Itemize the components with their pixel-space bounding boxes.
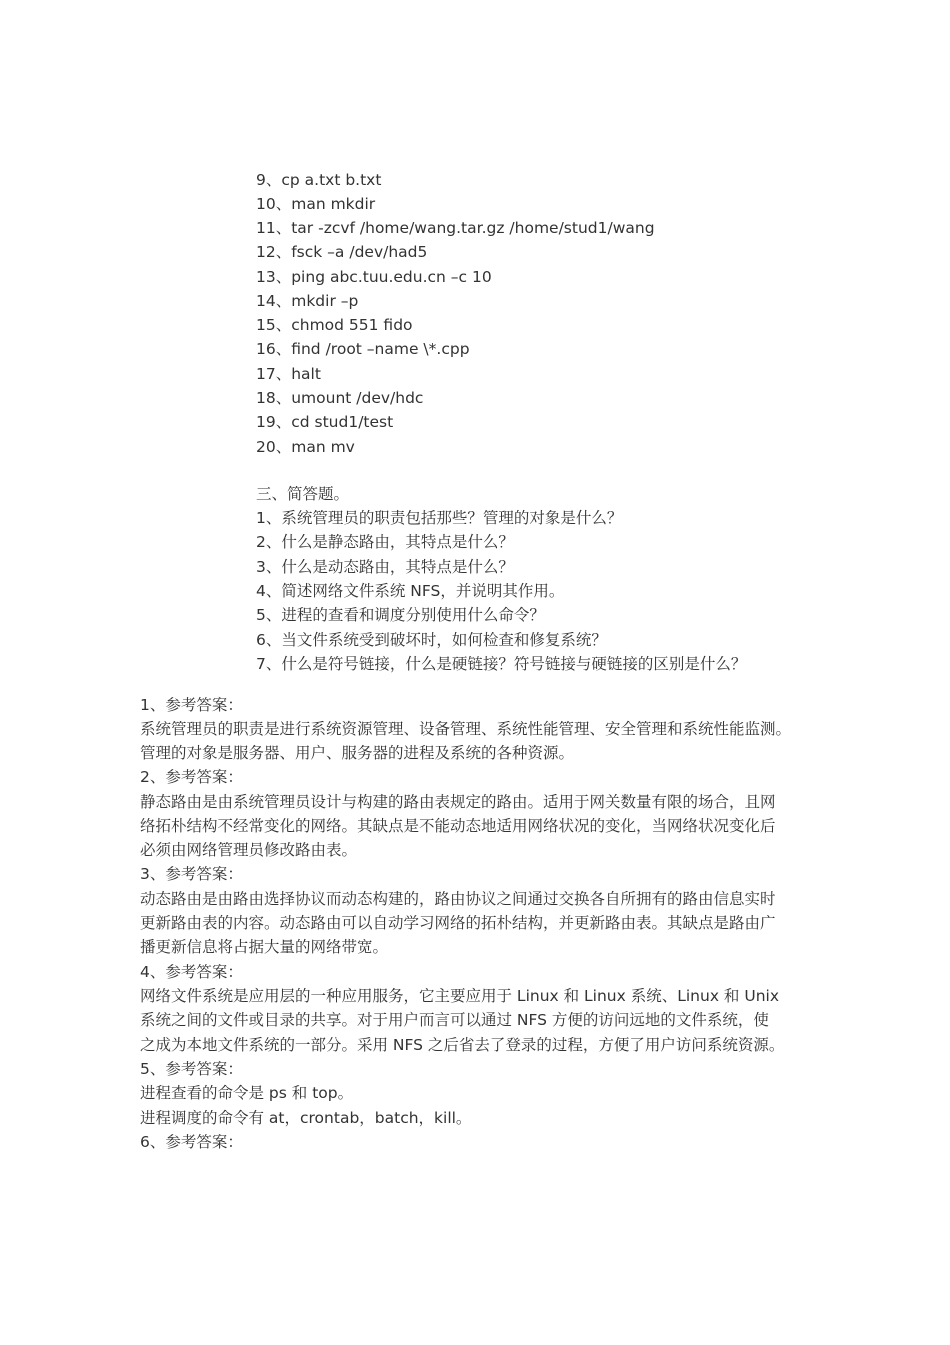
answer-label: 4、参考答案： bbox=[140, 963, 243, 981]
question-item: 4、简述网络文件系统 NFS，并说明其作用。 bbox=[256, 582, 565, 600]
answer-label: 1、参考答案： bbox=[140, 696, 243, 714]
command-item: 11、tar -zcvf /home/wang.tar.gz /home/stud1/wang bbox=[256, 219, 655, 237]
command-item: 9、cp a.txt b.txt bbox=[256, 171, 382, 189]
answer-text: 动态路由是由路由选择协议而动态构建的，路由协议之间通过交换各自所拥有的路由信息实时 bbox=[140, 890, 776, 908]
answer-text: 之成为本地文件系统的一部分。采用 NFS 之后省去了登录的过程，方便了用户访问系统资源。 bbox=[140, 1036, 785, 1054]
command-item: 19、cd stud1/test bbox=[256, 413, 394, 431]
answer-text: 静态路由是由系统管理员设计与构建的路由表规定的路由。适用于网关数量有限的场合，且网 bbox=[140, 793, 776, 811]
command-item: 12、fsck –a /dev/had5 bbox=[256, 243, 428, 261]
command-item: 20、man mv bbox=[256, 438, 355, 456]
answer-text: 管理的对象是服务器、用户、服务器的进程及系统的各种资源。 bbox=[140, 744, 575, 762]
question-item: 6、当文件系统受到破坏时，如何检查和修复系统？ bbox=[256, 631, 607, 649]
answer-text: 系统之间的文件或目录的共享。对于用户而言可以通过 NFS 方便的访问远地的文件系统，使 bbox=[140, 1011, 769, 1029]
answer-label: 6、参考答案： bbox=[140, 1133, 243, 1151]
command-item: 14、mkdir –p bbox=[256, 292, 359, 310]
question-item: 1、系统管理员的职责包括那些？管理的对象是什么？ bbox=[256, 509, 623, 527]
answer-text: 络拓朴结构不经常变化的网络。其缺点是不能动态地适用网络状况的变化，当网络状况变化后 bbox=[140, 817, 776, 835]
command-item: 15、chmod 551 fido bbox=[256, 316, 413, 334]
command-item: 18、umount /dev/hdc bbox=[256, 389, 424, 407]
answer-label: 3、参考答案： bbox=[140, 865, 243, 883]
question-item: 5、进程的查看和调度分别使用什么命令？ bbox=[256, 606, 545, 624]
answer-text: 系统管理员的职责是进行系统资源管理、设备管理、系统性能管理、安全管理和系统性能监测。 bbox=[140, 720, 792, 738]
answer-text: 播更新信息将占据大量的网络带宽。 bbox=[140, 938, 389, 956]
question-item: 7、什么是符号链接，什么是硬链接？符号链接与硬链接的区别是什么？ bbox=[256, 655, 747, 673]
answer-text: 更新路由表的内容。动态路由可以自动学习网络的拓朴结构，并更新路由表。其缺点是路由广 bbox=[140, 914, 776, 932]
command-item: 17、halt bbox=[256, 365, 321, 383]
answer-label: 5、参考答案： bbox=[140, 1060, 243, 1078]
answer-text: 进程调度的命令有 at，crontab，batch，kill。 bbox=[140, 1109, 472, 1127]
answer-text: 进程查看的命令是 ps 和 top。 bbox=[140, 1084, 354, 1102]
command-item: 13、ping abc.tuu.edu.cn –c 10 bbox=[256, 268, 492, 286]
question-item: 3、什么是动态路由，其特点是什么？ bbox=[256, 558, 514, 576]
command-item: 10、man mkdir bbox=[256, 195, 376, 213]
section-heading: 三、简答题。 bbox=[256, 485, 350, 503]
answer-text: 网络文件系统是应用层的一种应用服务，它主要应用于 Linux 和 Linux 系统、Linux 和 Unix bbox=[140, 987, 779, 1005]
question-item: 2、什么是静态路由，其特点是什么？ bbox=[256, 533, 514, 551]
answer-text: 必须由网络管理员修改路由表。 bbox=[140, 841, 358, 859]
command-item: 16、find /root –name \*.cpp bbox=[256, 340, 470, 358]
answer-label: 2、参考答案： bbox=[140, 768, 243, 786]
